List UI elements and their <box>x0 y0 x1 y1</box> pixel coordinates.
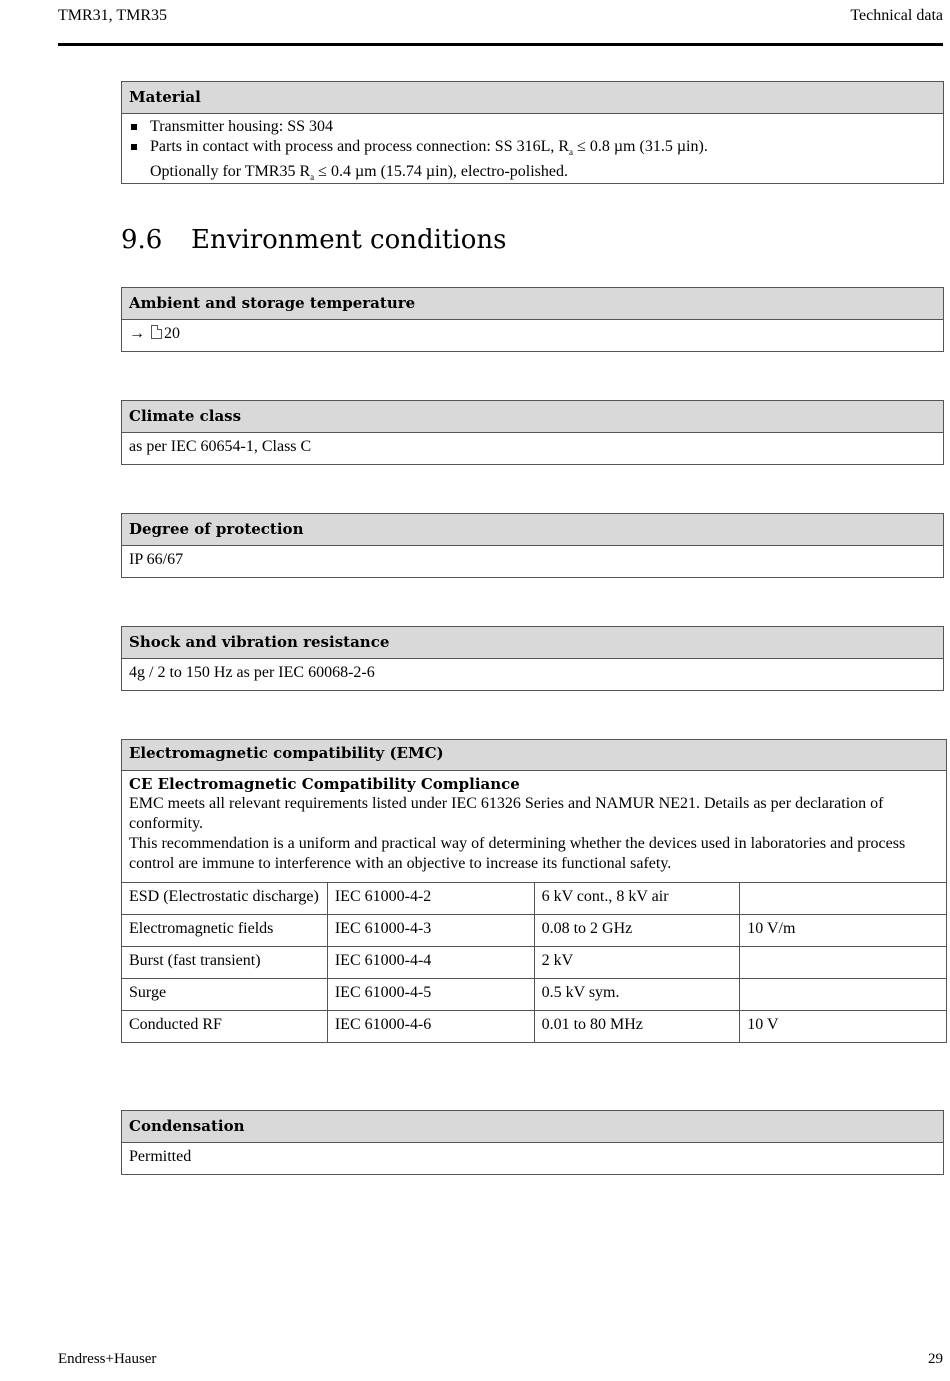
table-cell: Surge <box>122 979 328 1011</box>
climate-value: as per IEC 60654-1, Class C <box>129 438 312 455</box>
header-section-title: Technical data <box>850 7 943 24</box>
table-cell: 10 V/m <box>740 915 947 947</box>
climate-title: Climate class <box>122 401 943 433</box>
table-cell <box>740 883 947 915</box>
protection-title: Degree of protection <box>122 514 943 546</box>
material-item-text: Parts in contact with process and process connection: SS 316L, R <box>150 138 570 155</box>
material-item-text: Optionally for TMR35 R <box>150 163 311 181</box>
emc-table <box>121 739 947 1043</box>
bullet-square-icon <box>131 144 137 150</box>
table-cell: 0.5 kV sym. <box>534 979 740 1011</box>
page-number: 29 <box>928 1351 943 1367</box>
section-title: Environment conditions <box>191 225 507 255</box>
table-cell: IEC 61000-4-3 <box>327 915 534 947</box>
material-item-continuation <box>150 162 936 187</box>
table-cell <box>740 979 947 1011</box>
header-doc-title: TMR31, TMR35 <box>58 7 168 24</box>
emc-title: Electromagnetic compatibility (EMC) <box>122 740 947 771</box>
table-cell: ESD (Electrostatic discharge) <box>122 883 328 915</box>
emc-header-row <box>122 740 947 771</box>
table-cell: 10 V <box>740 1011 947 1043</box>
table-row <box>122 1011 947 1043</box>
footer-company: Endress+Hauser <box>58 1351 157 1367</box>
material-list <box>129 117 936 187</box>
list-item <box>129 137 936 187</box>
ambient-title: Ambient and storage temperature <box>122 288 943 320</box>
table-cell: 6 kV cont., 8 kV air <box>534 883 740 915</box>
table-cell: IEC 61000-4-5 <box>327 979 534 1011</box>
ambient-box <box>121 287 944 352</box>
header-rule <box>58 43 943 46</box>
page-reference-link[interactable]: 20 <box>164 325 180 342</box>
table-row <box>122 915 947 947</box>
section-heading <box>121 225 506 255</box>
condensation-value: Permitted <box>129 1148 192 1165</box>
table-row <box>122 883 947 915</box>
material-item-text: ≤ 0.4 µm (15.74 µin), electro-polished. <box>314 163 568 181</box>
bullet-square-icon <box>131 124 137 130</box>
material-body <box>122 114 943 187</box>
page-reference-icon <box>151 325 162 339</box>
emc-intro-row <box>122 771 947 883</box>
subscript: a <box>310 172 315 183</box>
section-number: 9.6 <box>121 225 163 255</box>
table-cell: IEC 61000-4-6 <box>327 1011 534 1043</box>
emc-paragraph: EMC meets all relevant requirements listed under IEC 61326 Series and NAMUR NE21. Details as per declaration of conformity. <box>129 795 884 832</box>
table-cell: IEC 61000-4-2 <box>327 883 534 915</box>
table-cell: 0.08 to 2 GHz <box>534 915 740 947</box>
subscript: a <box>569 147 574 158</box>
table-cell: 0.01 to 80 MHz <box>534 1011 740 1043</box>
climate-box <box>121 400 944 465</box>
table-row <box>122 979 947 1011</box>
shock-title: Shock and vibration resistance <box>122 627 943 659</box>
table-cell: 2 kV <box>534 947 740 979</box>
table-cell: Burst (fast transient) <box>122 947 328 979</box>
table-cell: Electromagnetic fields <box>122 915 328 947</box>
material-item-text: ≤ 0.8 µm (31.5 µin). <box>573 138 708 155</box>
ambient-body <box>122 320 943 344</box>
shock-box <box>121 626 944 691</box>
condensation-title: Condensation <box>122 1111 943 1143</box>
table-cell: Conducted RF <box>122 1011 328 1043</box>
emc-subtitle: CE Electromagnetic Compatibility Compliance <box>129 775 520 793</box>
material-item-text: Transmitter housing: SS 304 <box>150 118 333 135</box>
arrow-right-icon: → <box>129 325 145 342</box>
protection-box <box>121 513 944 578</box>
shock-value: 4g / 2 to 150 Hz as per IEC 60068-2-6 <box>129 664 375 681</box>
condensation-box <box>121 1110 944 1175</box>
emc-paragraph: This recommendation is a uniform and practical way of determining whether the devices used in laboratories and process control are immune to interference with an objective to increase its functional safety. <box>129 835 906 872</box>
protection-value: IP 66/67 <box>129 551 184 568</box>
material-title: Material <box>122 82 943 114</box>
material-box <box>121 81 944 184</box>
list-item <box>129 117 936 137</box>
table-cell: IEC 61000-4-4 <box>327 947 534 979</box>
table-row <box>122 947 947 979</box>
emc-intro <box>122 771 947 883</box>
table-cell <box>740 947 947 979</box>
